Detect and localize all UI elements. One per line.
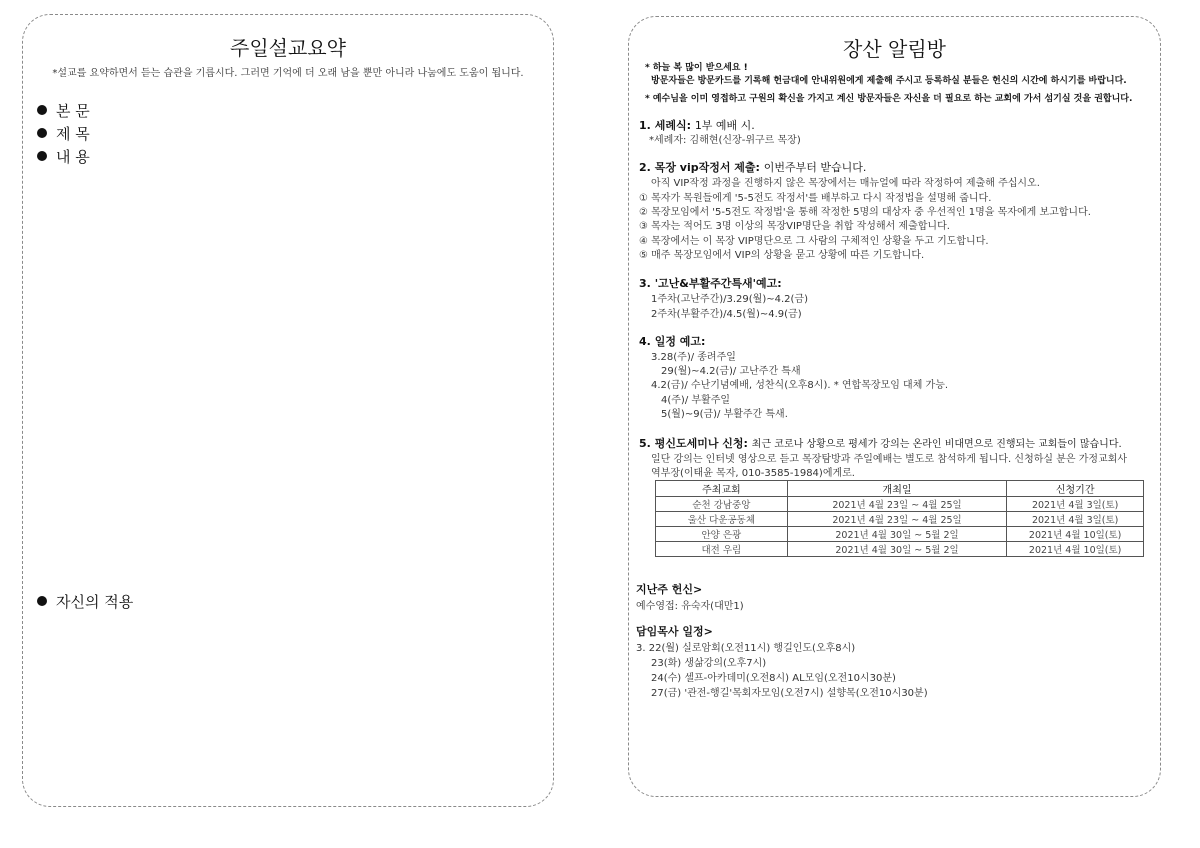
seminar-line: 일단 강의는 인터넷 영상으로 듣고 목장탐방과 주일예배는 별도로 참석하게 됩니다. 신청하실 분은 가정교회사 xyxy=(651,454,1128,465)
vip-item: ④ 목장에서는 이 목장 VIP명단으로 그 사람의 구체적인 상황을 두고 기도합니다. xyxy=(639,236,989,247)
schedule-line: 4.2(금)/ 수난기념예배, 성찬식(오후8시). * 연합목장모임 대체 가능. xyxy=(651,380,949,391)
column-header: 신청기간 xyxy=(1007,481,1144,497)
table-row: 대전 우림 2021년 4월 30일 ~ 5월 2일 2021년 4월 10일(토) xyxy=(656,542,1144,557)
special-prayer-week: 2주차(부활주간)/4.5(월)~4.9(금) xyxy=(651,309,802,320)
sermon-summary-title: 주일설교요약 xyxy=(230,36,346,60)
sermon-summary-panel xyxy=(22,14,554,807)
pastor-schedule-heading: 담임목사 일정> xyxy=(636,625,713,638)
vip-intro: 아직 VIP작정 과정을 진행하지 않은 목장에서는 매뉴얼에 따라 작정하여 제출해 주십시오. xyxy=(651,178,1040,189)
section-special-prayer: 3. '고난&부활주간특새'예고: xyxy=(639,277,782,290)
schedule-line: 3.28(주)/ 종려주일 xyxy=(651,352,736,363)
table-row: 안양 은광 2021년 4월 30일 ~ 5월 2일 2021년 4월 10일(토) xyxy=(656,527,1144,542)
schedule-line: 29(월)~4.2(금)/ 고난주간 특새 xyxy=(661,366,801,377)
table-row: 울산 다운공동체 2021년 4월 23일 ~ 4월 25일 2021년 4월 3일(토) xyxy=(656,512,1144,527)
table-header-row xyxy=(656,481,1144,497)
pastor-schedule-line: 3. 22(월) 실로암회(오전11시) 행길인도(오후8시) xyxy=(636,643,856,654)
section-schedule: 4. 일정 예고: xyxy=(639,335,706,348)
pastor-schedule-line: 27(금) '관전-행길'목회자모임(오전7시) 설향목(오전10시30분) xyxy=(651,688,928,699)
offering-heading: 지난주 헌신> xyxy=(636,583,703,596)
table-row: 순천 강남중앙 2021년 4월 23일 ~ 4월 25일 2021년 4월 3일(토) xyxy=(656,497,1144,512)
section-baptism: 1. 세례식: 1부 예배 시. xyxy=(639,119,755,132)
bullet-dot-icon xyxy=(37,105,47,115)
bullet-content: 내 용 xyxy=(37,146,90,167)
schedule-line: 5(월)~9(금)/ 부활주간 특새. xyxy=(661,409,788,420)
bullet-title: 제 목 xyxy=(37,123,90,144)
seminar-line: 역부장(이태윤 목자, 010-3585-1984)에게로. xyxy=(651,468,855,479)
pastor-schedule-line: 23(화) 생삶강의(오후7시) xyxy=(651,658,767,669)
offering-text: 예수영접: 유숙자(대만1) xyxy=(636,601,744,612)
seminar-table xyxy=(655,480,1144,557)
column-header: 개최일 xyxy=(787,481,1007,497)
announcements-title: 장산 알림방 xyxy=(843,37,946,61)
bullet-dot-icon xyxy=(37,596,47,606)
announcements-panel xyxy=(628,16,1161,797)
column-header: 주최교회 xyxy=(656,481,788,497)
pastor-schedule-line: 24(수) 셀프-아카데미(오전8시) AL모임(오전10시30분) xyxy=(651,673,896,684)
visitor-notice: 방문자들은 방문카드를 기록해 헌금대에 안내위원에게 제출해 주시고 등록하실 분들은 헌신의 시간에 하시기를 바랍니다. xyxy=(651,76,1127,86)
vip-item: ② 목장모임에서 '5-5전도 작정법'을 통해 작정한 5명의 대상자 중 우선적인 1명을 목자에게 보고합니다. xyxy=(639,207,1091,218)
vip-item: ③ 목자는 적어도 3명 이상의 목장VIP명단을 취합 작성해서 제출합니다. xyxy=(639,221,950,232)
section-lay-seminar: 5. 평신도세미나 신청: 최근 코로나 상황으로 평세가 강의는 온라인 비대면으로 진행되는 교회들이 많습니다. xyxy=(639,437,1122,450)
sermon-summary-subtitle: *설교를 요약하면서 듣는 습관을 기릅시다. 그러면 기억에 더 오래 남을 뿐만 아니라 나눔에도 도움이 됩니다. xyxy=(52,68,524,79)
bullet-scripture: 본 문 xyxy=(37,100,90,121)
schedule-line: 4(주)/ 부활주일 xyxy=(661,395,731,406)
church-notice: * 예수님을 이미 영접하고 구원의 확신을 가지고 계신 방문자들은 자신을 더 필요로 하는 교회에 가서 섬기실 것을 권합니다. xyxy=(645,94,1133,104)
bullet-application: 자신의 적용 xyxy=(37,591,133,612)
section-vip-pledge: 2. 목장 vip작정서 제출: 이번주부터 받습니다. xyxy=(639,161,867,174)
vip-item: ⑤ 매주 목장모임에서 VIP의 상황을 묻고 상황에 따른 기도합니다. xyxy=(639,250,925,261)
special-prayer-week: 1주차(고난주간)/3.29(월)~4.2(금) xyxy=(651,294,808,305)
bullet-dot-icon xyxy=(37,128,47,138)
greeting-notice: * 하늘 복 많이 받으세요 ! xyxy=(645,63,748,73)
vip-item: ① 목자가 목원들에게 '5-5전도 작정서'를 배부하고 다시 작정법을 설명해 줍니다. xyxy=(639,193,992,204)
baptism-candidate: *세례자: 김해현(신장-위구르 목장) xyxy=(649,135,801,146)
bullet-dot-icon xyxy=(37,151,47,161)
